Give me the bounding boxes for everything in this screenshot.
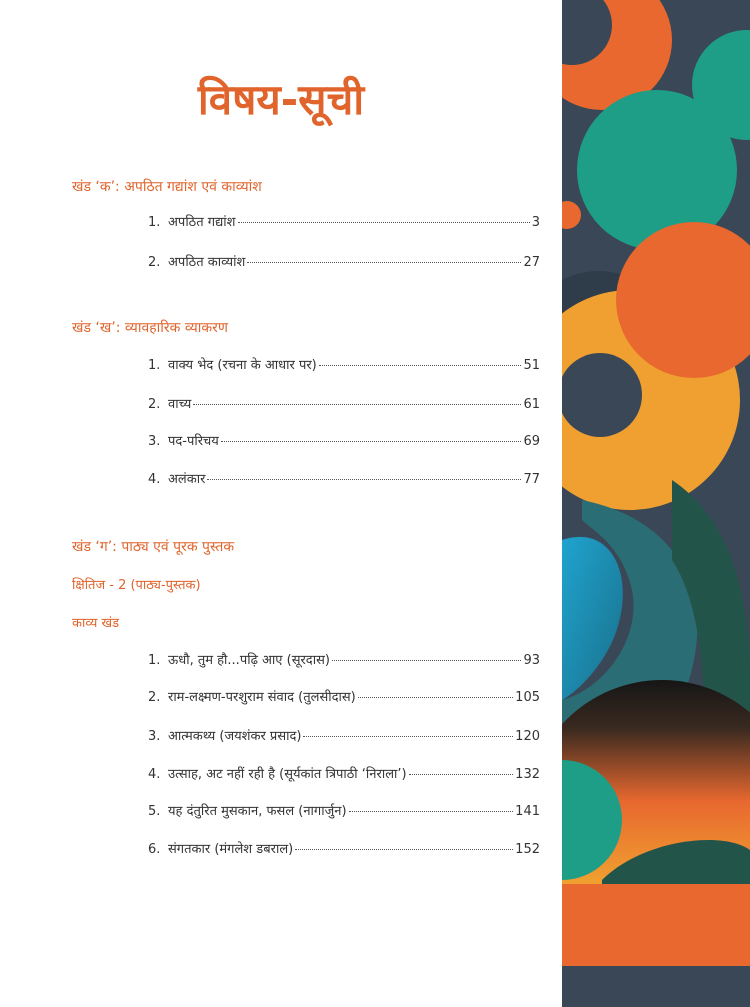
dot-leader [349, 811, 514, 812]
dot-leader [303, 736, 513, 737]
subheading-kavya-khand: काव्य खंड [72, 616, 120, 631]
toc-entry[interactable] [148, 839, 540, 857]
section-heading-a: खंड ‘क’: अपठित गद्यांश एवं काव्यांश [72, 179, 262, 195]
entry-number: 4. [148, 472, 161, 487]
entry-title: यह दंतुरित मुसकान, फसल (नागार्जुन) [168, 804, 347, 819]
entry-page: 69 [523, 434, 540, 449]
toc-entry[interactable] [148, 252, 540, 270]
section-heading-c: खंड ‘ग’: पाठ्य एवं पूरक पुस्तक [72, 539, 235, 555]
toc-entry[interactable] [148, 394, 540, 412]
dot-leader [358, 697, 513, 698]
entry-title: अपठित काव्यांश [168, 255, 246, 270]
entry-page: 51 [523, 358, 540, 373]
entry-title: अपठित गद्यांश [168, 215, 236, 230]
section-heading-b: खंड ‘ख’: व्यावहारिक व्याकरण [72, 320, 228, 336]
subheading-kshitij: क्षितिज - 2 (पाठ्य-पुस्तक) [72, 578, 201, 593]
toc-entry[interactable] [148, 431, 540, 449]
entry-number: 2. [148, 397, 161, 412]
toc-entry[interactable] [148, 469, 540, 487]
entry-page: 93 [523, 653, 540, 668]
toc-entry[interactable] [148, 764, 540, 782]
entry-number: 3. [148, 434, 161, 449]
entry-number: 2. [148, 255, 161, 270]
entry-number: 1. [148, 358, 161, 373]
entry-page: 132 [515, 767, 540, 782]
entry-number: 3. [148, 729, 161, 744]
entry-title: वाक्य भेद (रचना के आधार पर) [168, 358, 317, 373]
entry-number: 1. [148, 653, 161, 668]
entry-number: 1. [148, 215, 161, 230]
entry-page: 152 [515, 842, 540, 857]
entry-title: उत्साह, अट नहीं रही है (सूर्यकांत त्रिपाठी ‘निराला’) [168, 767, 407, 782]
dot-leader [295, 849, 513, 850]
entry-number: 6. [148, 842, 161, 857]
entry-title: अलंकार [168, 472, 206, 487]
toc-entry[interactable] [148, 212, 540, 230]
dot-leader [409, 774, 514, 775]
entry-page: 141 [515, 804, 540, 819]
entry-page: 77 [523, 472, 540, 487]
dot-leader [332, 660, 522, 661]
dot-leader [221, 441, 522, 442]
entry-number: 2. [148, 690, 161, 705]
decorative-side-panel [562, 0, 750, 1007]
entry-page: 105 [515, 690, 540, 705]
toc-entry[interactable] [148, 355, 540, 373]
toc-entry[interactable] [148, 726, 540, 744]
toc-entry[interactable] [148, 801, 540, 819]
dot-leader [207, 479, 521, 480]
entry-page: 27 [523, 255, 540, 270]
toc-entry[interactable] [148, 650, 540, 668]
dot-leader [193, 404, 521, 405]
dot-leader [247, 262, 521, 263]
entry-page: 3 [531, 215, 540, 230]
dot-leader [238, 222, 530, 223]
entry-title: आत्मकथ्य (जयशंकर प्रसाद) [168, 729, 302, 744]
entry-title: संगतकार (मंगलेश डबराल) [168, 842, 294, 857]
entry-title: ऊधौ, तुम हौ...पढ़ि आए (सूरदास) [168, 653, 330, 668]
entry-number: 4. [148, 767, 161, 782]
page-title: विषय-सूची [197, 75, 365, 124]
entry-page: 61 [523, 397, 540, 412]
entry-title: राम-लक्ष्मण-परशुराम संवाद (तुलसीदास) [168, 690, 356, 705]
dot-leader [319, 365, 522, 366]
entry-title: वाच्य [168, 397, 192, 412]
entry-page: 120 [515, 729, 540, 744]
toc-entry[interactable] [148, 687, 540, 705]
entry-number: 5. [148, 804, 161, 819]
entry-title: पद-परिचय [168, 434, 219, 449]
